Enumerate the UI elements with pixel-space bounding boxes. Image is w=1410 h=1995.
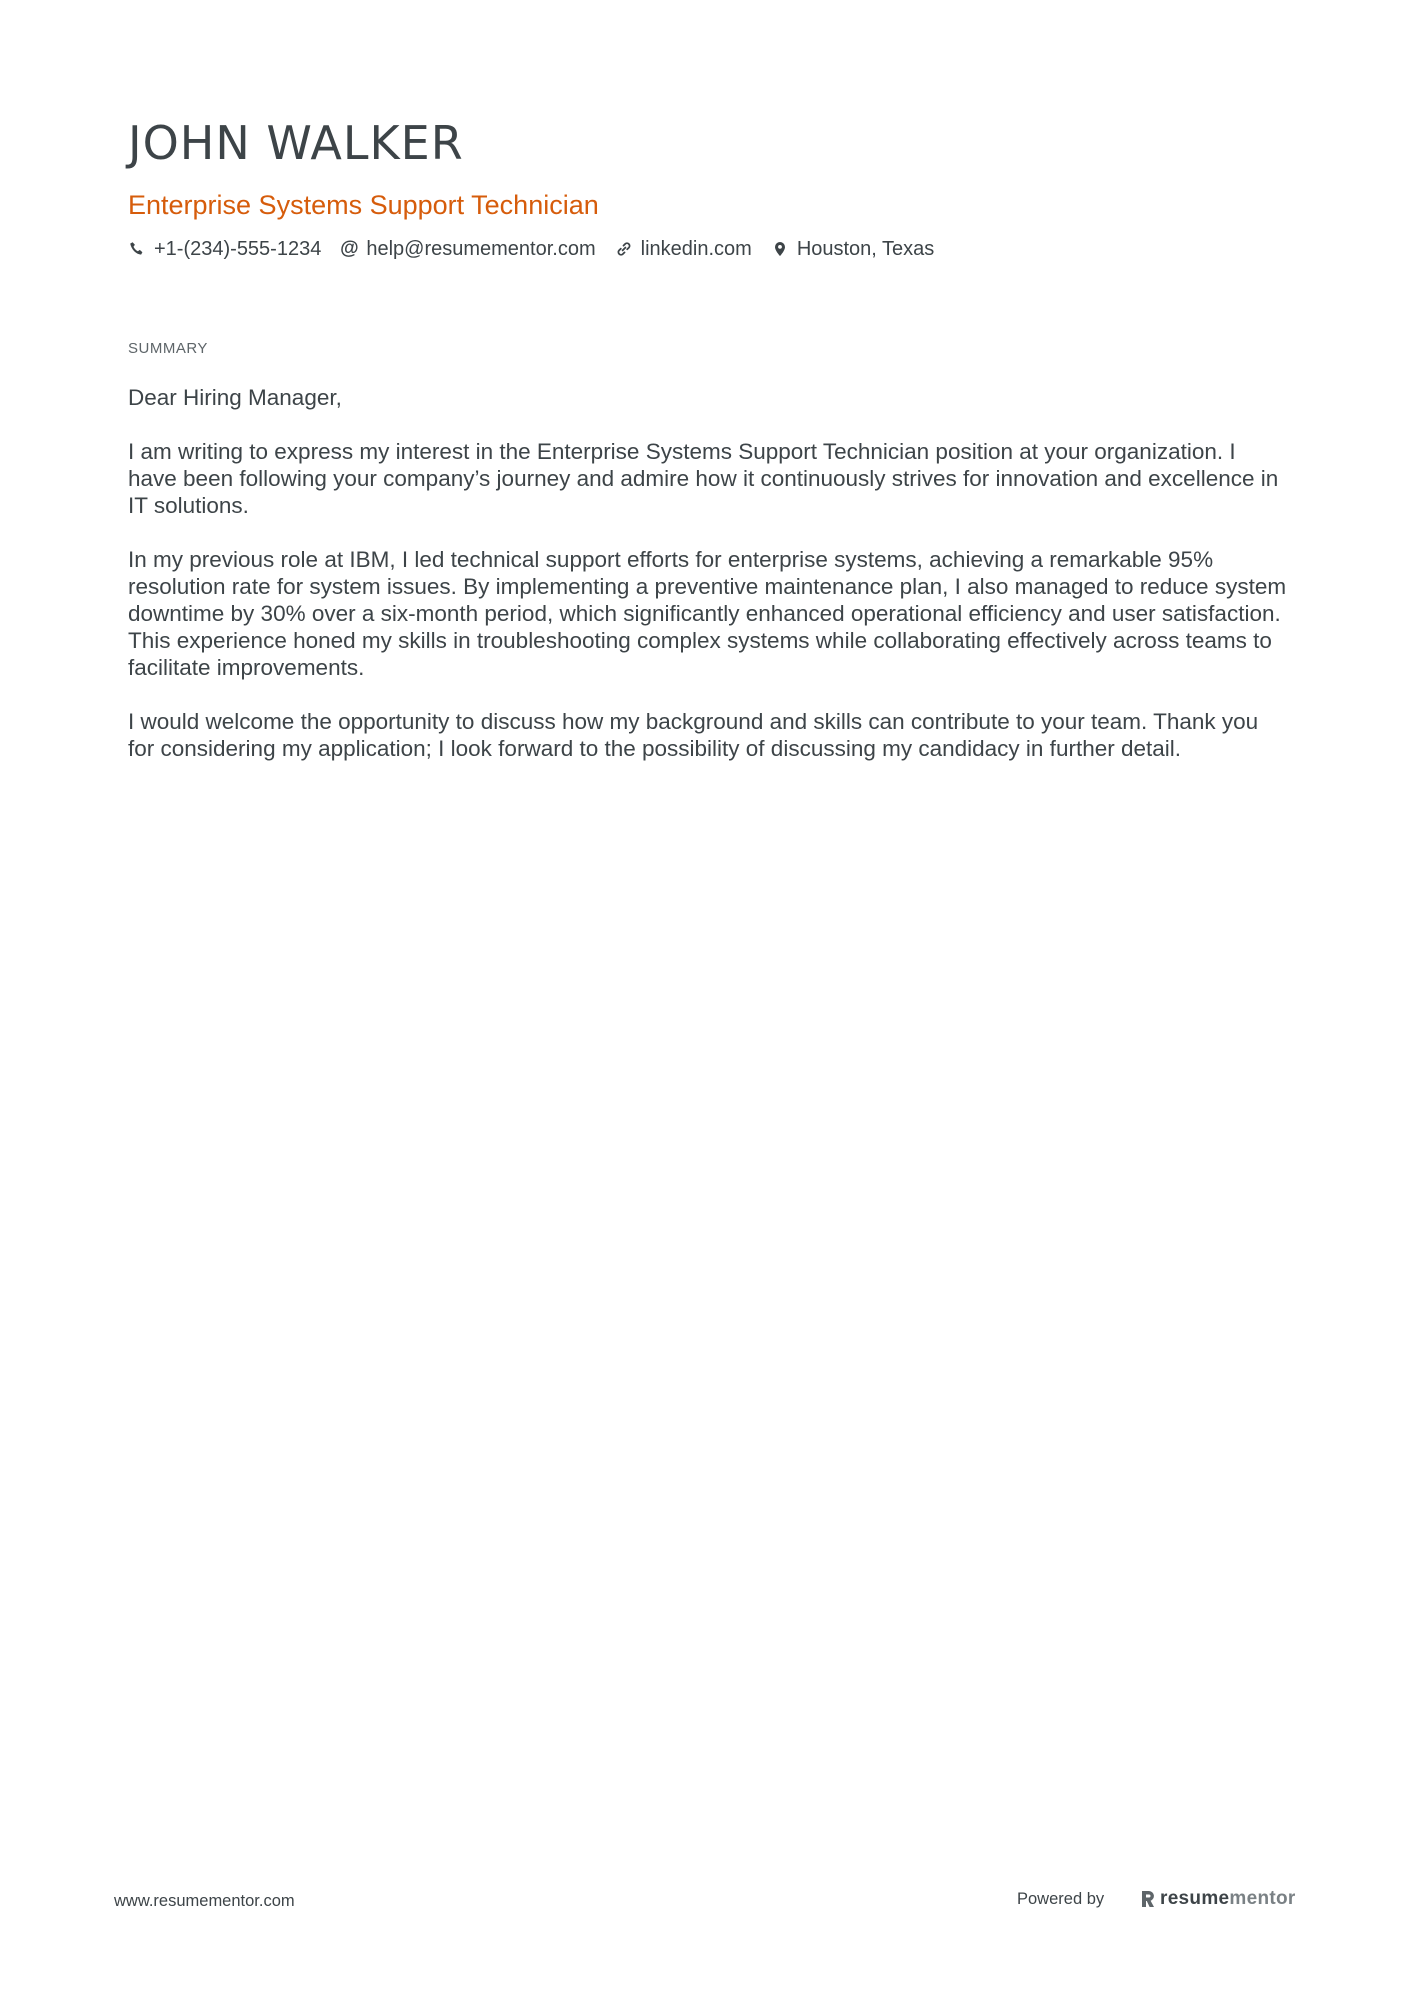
contact-location: [771, 236, 935, 262]
website-link[interactable]: linkedin.com: [640, 238, 752, 260]
footer-website-link[interactable]: www.resumementor.com: [114, 1892, 295, 1910]
candidate-name: JOHN WALKER: [128, 116, 464, 170]
paragraph-intro: I am writing to express my interest in the Enterprise Systems Support Technician position at your organization. I have been following your company’s journey and admire how it continuously strives for innovation and excellence in IT solutions.: [128, 439, 1279, 518]
contact-website: [615, 236, 752, 262]
phone-icon: [128, 240, 146, 258]
logo-wordmark: [1160, 1888, 1296, 1910]
location-text: Houston, Texas: [796, 238, 935, 260]
section-heading-summary: SUMMARY: [128, 340, 208, 357]
greeting: Dear Hiring Manager,: [128, 385, 342, 410]
resumementor-logo-mark-icon: [1140, 1889, 1156, 1909]
contact-info: [128, 236, 1288, 262]
contact-email: [340, 236, 595, 262]
link-icon: [615, 240, 633, 258]
job-title: Enterprise Systems Support Technician: [128, 190, 599, 220]
powered-by-label: Powered by: [1017, 1890, 1105, 1908]
paragraph-closing: I would welcome the opportunity to discuss how my background and skills can contribute to your team. Thank you for considering my application; I look forward to the possibility of discussing my candidacy in further detail.: [128, 709, 1259, 761]
contact-phone: [128, 236, 321, 262]
phone-number[interactable]: +1-(234)-555-1234: [154, 238, 322, 260]
email-address[interactable]: help@resumementor.com: [366, 238, 596, 260]
paragraph-experience: In my previous role at IBM, I led technical support efforts for enterprise systems, achieving a remarkable 95% resolution rate for system issues. By implementing a preventive maintenance plan, I also managed to reduce system downtime by 30% over a six-month period, which significantly enhanced operational efficiency and user satisfaction. This experience honed my skills in troubleshooting complex systems while collaborating effectively across teams to facilitate improvements.: [128, 547, 1287, 680]
map-pin-icon: [771, 240, 789, 258]
at-sign-icon: @: [340, 238, 359, 259]
header: [128, 112, 1288, 262]
resumementor-logo[interactable]: [1140, 1885, 1296, 1913]
logo-wordmark-light: mentor: [1229, 1888, 1296, 1909]
logo-wordmark-bold: resume: [1160, 1888, 1230, 1909]
letter-body: [128, 384, 1288, 789]
